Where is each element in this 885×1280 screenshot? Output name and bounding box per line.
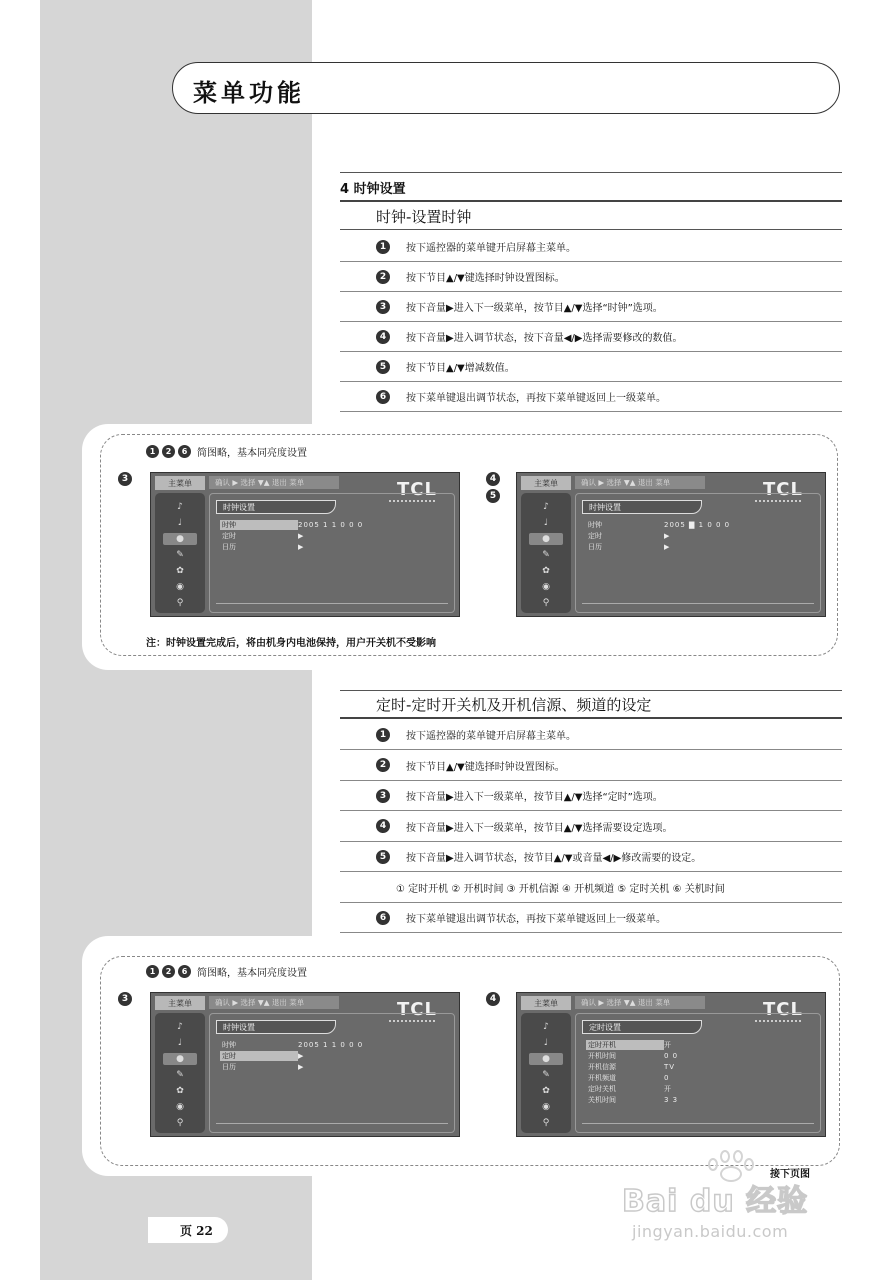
search-icon: ⚲ [542,598,550,608]
divider [216,603,448,604]
tv-icon-sidebar [155,1013,205,1133]
tv-row-value: ▶ [298,1063,305,1071]
search-icon: ⚲ [176,1118,184,1128]
tv-main-menu-label: 主菜单 [521,476,571,490]
tv-menu-row [586,1084,672,1094]
tv-row-label: 开机频道 [588,1074,616,1082]
tv-menu-tab: 时钟设置 [582,500,702,514]
tv-row-value: ▶ [664,543,671,551]
tcl-logo: TCL [763,999,803,1020]
divider [340,690,842,691]
tv-row-value: 0 0 [664,1052,679,1060]
tools-icon: ✎ [542,1070,550,1080]
search-icon: ⚲ [542,1118,550,1128]
caption-marks [146,445,191,458]
tcl-logo: TCL [763,479,803,500]
tv-row-label: 时钟 [220,520,298,530]
step-text: 按下菜单键退出调节状态，再按下菜单键返回上一级菜单。 [406,914,666,925]
step-marker: 3 [118,992,132,1006]
divider [340,200,842,202]
clock-icon: ● [163,533,197,545]
tv-menu-row [220,1062,304,1072]
tv-menu-body [209,1013,455,1133]
tv-icon-sidebar [521,493,571,613]
tv-row-value: 0 [664,1074,670,1082]
tv-row-value: TV [664,1063,676,1071]
tv-hint-bar: 确认 ▶ 选择 ▼▲ 退出 菜单 [575,476,705,489]
tv-row-label: 日历 [588,543,602,551]
instruction-step [340,382,842,412]
clock-icon: ● [163,1053,197,1065]
tv-row-value: 开 [664,1041,672,1049]
watermark-brand: Bai du 经验 [622,1184,809,1219]
tv-hint-bar: 确认 ▶ 选择 ▼▲ 退出 菜单 [209,476,339,489]
clock-icon: ● [529,1053,563,1065]
step-marker: 5 [486,489,500,503]
tv-row-value: 2005 ▇ 1 0 0 0 [664,521,731,529]
picture-icon: ♪ [177,1022,183,1032]
tools-icon: ✎ [176,1070,184,1080]
tv-row-label: 开机时间 [588,1052,616,1060]
step-text: 按下音量▶进入下一级菜单，按节目▲/▼选择需要设定选项。 [406,822,673,834]
figure-caption [146,964,307,979]
tv-row-value: ▶ [298,543,305,551]
settings-icon: ✿ [542,566,550,576]
step-text: 按下遥控器的菜单键开启屏幕主菜单。 [406,243,576,254]
instruction-step [340,322,842,352]
tv-row-value: 3 3 [664,1096,679,1104]
step-text: 按下节目▲/▼增减数值。 [406,363,515,374]
picture-icon: ♪ [177,502,183,512]
step-text: 按下遥控器的菜单键开启屏幕主菜单。 [406,731,576,742]
tv-row-label: 开机信源 [588,1063,616,1071]
step-text: 按下菜单键退出调节状态，再按下菜单键返回上一级菜单。 [406,393,666,404]
tv-menu-row [586,531,670,541]
tv-row-label: 定时 [588,532,602,540]
step-number-icon: 6 [376,911,390,925]
tv-menu-row [586,1062,675,1072]
page-title: 菜单功能 [193,78,305,107]
step-number-icon: 5 [376,360,390,374]
tv-menu-row [220,520,363,530]
tv-main-menu-label: 主菜单 [521,996,571,1010]
divider [582,1123,814,1124]
tv-menu-row [220,1051,304,1061]
picture-icon: ♪ [543,502,549,512]
step-number-icon: 4 [376,819,390,833]
instruction-step [340,292,842,322]
tv-menu-screenshot [150,472,460,617]
tools-icon: ✎ [542,550,550,560]
step-number-icon: 1 [146,965,159,978]
tcl-logo: TCL [397,999,437,1020]
tv-menu-row [586,520,730,530]
tv-menu-row [586,1073,669,1083]
tv-row-label: 定时开机 [586,1040,664,1050]
settings-icon: ✿ [542,1086,550,1096]
tools-icon: ✎ [176,550,184,560]
sound-icon: ♩ [177,1038,183,1048]
note-text: 注：时钟设置完成后，将由机身内电池保持，用户开关机不受影响 [146,638,436,649]
tv-menu-row [586,542,670,552]
tv-row-label: 定时关机 [588,1085,616,1093]
channel-icon: ◉ [542,1102,550,1112]
step-number-icon: 6 [376,390,390,404]
tv-row-label: 时钟 [222,1041,236,1049]
tv-row-value: 开 [664,1085,672,1093]
tv-row-label: 定时 [222,532,236,540]
divider [216,1123,448,1124]
tv-menu-row [220,542,304,552]
tv-menu-row [586,1051,678,1061]
options-list: ① 定时开机 ② 开机时间 ③ 开机信源 ④ 开机频道 ⑤ 定时关机 ⑥ 关机时间 [340,873,842,903]
tv-menu-body [209,493,455,613]
tv-row-label: 时钟 [588,521,602,529]
instruction-step [340,781,842,811]
instruction-step [340,720,842,750]
step-text: 按下音量▶进入调节状态，按下音量◀/▶选择需要修改的数值。 [406,333,683,344]
tv-menu-row [220,1040,363,1050]
step-number-icon: 2 [162,965,175,978]
instruction-step [340,262,842,292]
step-text: 按下音量▶进入下一级菜单，按节目▲/▼选择“时钟”选项。 [406,303,663,314]
divider [340,717,842,719]
caption-marks [146,965,191,978]
tv-menu-screenshot [150,992,460,1137]
settings-icon: ✿ [176,1086,184,1096]
tv-row-value: 2005 1 1 0 0 0 [298,521,364,529]
tv-menu-body [575,493,821,613]
sound-icon: ♩ [543,518,549,528]
step-number-icon: 2 [162,445,175,458]
instruction-step [340,842,842,872]
tcl-logo: TCL [397,479,437,500]
tv-menu-screenshot [516,472,826,617]
step-number-icon: 4 [376,330,390,344]
sound-icon: ♩ [177,518,183,528]
tv-menu-row [586,1040,672,1050]
section-heading: 4 时钟设置 [340,182,406,197]
step-number-icon: 5 [376,850,390,864]
instruction-step [340,751,842,781]
step-text: 按下音量▶进入下一级菜单，按节目▲/▼选择“定时”选项。 [406,792,663,803]
step-marker: 4 [486,992,500,1006]
tv-row-label: 日历 [222,1063,236,1071]
tv-menu-tab: 定时设置 [582,1020,702,1034]
figure-caption-text: 简图略，基本同亮度设置 [197,968,307,979]
step-text: 按下音量▶进入调节状态，按节目▲/▼或音量◀/▶修改需要的设定。 [406,853,702,864]
tv-row-value: ▶ [298,1052,305,1060]
page-number: 页 22 [148,1217,228,1243]
step-text: 按下节目▲/▼键选择时钟设置图标。 [406,761,565,773]
tv-row-label: 定时 [220,1051,298,1061]
tv-icon-sidebar [521,1013,571,1133]
sound-icon: ♩ [543,1038,549,1048]
instruction-step [340,903,842,933]
instruction-step [340,812,842,842]
tv-icon-sidebar [155,493,205,613]
tv-main-menu-label: 主菜单 [155,996,205,1010]
tv-row-value: 2005 1 1 0 0 0 [298,1041,364,1049]
step-marker: 3 [118,472,132,486]
tv-menu-row [220,531,304,541]
step-number-icon: 6 [178,445,191,458]
channel-icon: ◉ [542,582,550,592]
tv-menu-tab: 时钟设置 [216,1020,336,1034]
step-marker: 4 [486,472,500,486]
step-number-icon: 1 [146,445,159,458]
tv-menu-body [575,1013,821,1133]
page-title-box [172,62,840,114]
search-icon: ⚲ [176,598,184,608]
tv-hint-bar: 确认 ▶ 选择 ▼▲ 退出 菜单 [575,996,705,1009]
continued-label: 接下页图 [770,1169,810,1180]
step-number-icon: 2 [376,758,390,772]
tv-row-label: 关机时间 [588,1096,616,1104]
channel-icon: ◉ [176,582,184,592]
watermark [622,1150,842,1245]
tv-row-label: 日历 [222,543,236,551]
channel-icon: ◉ [176,1102,184,1112]
step-number-icon: 3 [376,789,390,803]
figure-caption-text: 简图略，基本同亮度设置 [197,448,307,459]
tv-hint-bar: 确认 ▶ 选择 ▼▲ 退出 菜单 [209,996,339,1009]
divider [340,229,842,230]
divider [582,603,814,604]
watermark-url: jingyan.baidu.com [632,1222,789,1241]
tv-main-menu-label: 主菜单 [155,476,205,490]
step-number-icon: 3 [376,300,390,314]
instruction-step [340,232,842,262]
figure-caption [146,444,307,459]
section-subheading: 时钟-设置时钟 [376,208,472,226]
divider [340,172,842,173]
tv-row-value: ▶ [298,532,305,540]
tv-menu-row [586,1095,678,1105]
settings-icon: ✿ [176,566,184,576]
picture-icon: ♪ [543,1022,549,1032]
section-subheading: 定时-定时开关机及开机信源、频道的设定 [376,696,652,714]
instruction-step [340,352,842,382]
tv-menu-screenshot [516,992,826,1137]
tv-row-value: ▶ [664,532,671,540]
clock-icon: ● [529,533,563,545]
step-number-icon: 1 [376,728,390,742]
step-number-icon: 1 [376,240,390,254]
step-number-icon: 2 [376,270,390,284]
tv-menu-tab: 时钟设置 [216,500,336,514]
step-text: 按下节目▲/▼键选择时钟设置图标。 [406,273,565,284]
step-number-icon: 6 [178,965,191,978]
